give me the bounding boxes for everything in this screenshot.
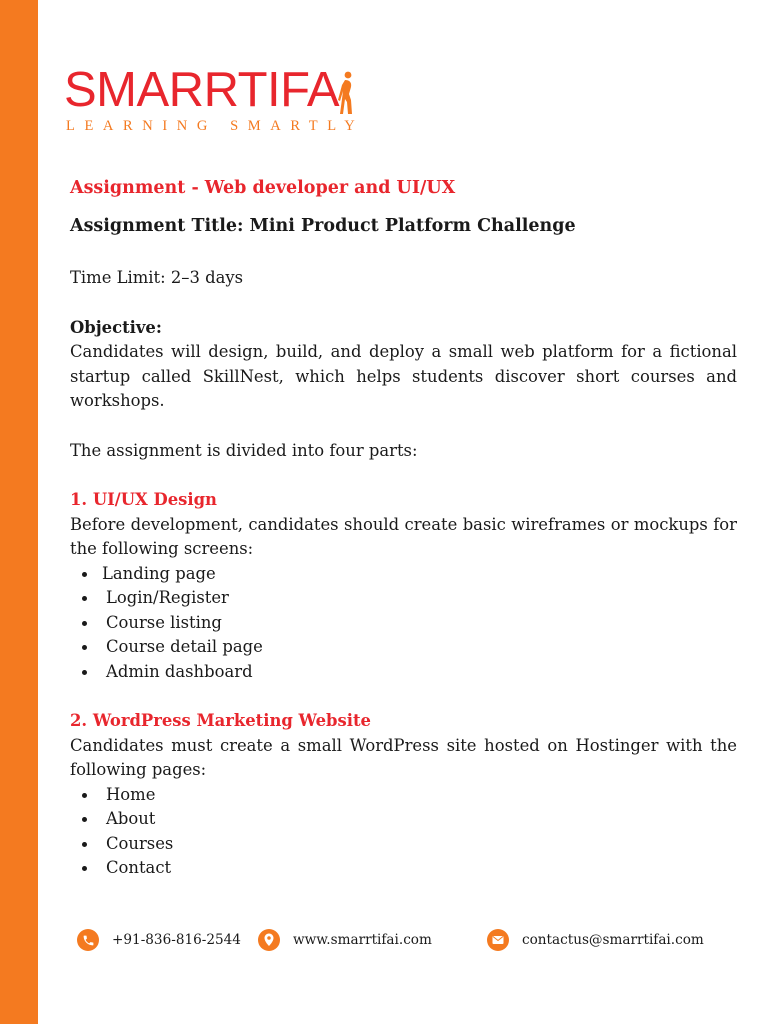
time-limit: Time Limit: 2–3 days: [70, 268, 244, 287]
phone-icon: [77, 929, 99, 951]
email-link[interactable]: contactus@smarrtifai.com: [522, 932, 704, 948]
divided-text: The assignment is divided into four parts:: [70, 440, 418, 460]
section-heading-wordpress: 2. WordPress Marketing Website: [70, 711, 371, 730]
footer-website: [258, 929, 432, 951]
document-body: [70, 175, 737, 881]
objective-text: Candidates will design, build, and deploy a small web platform for a fictional startup called SkillNest, which helps students discover short courses and workshops.: [70, 342, 737, 410]
list-item: Admin dashboard: [70, 660, 737, 685]
objective-label: Objective:: [70, 317, 162, 337]
wordpress-pages-list: [70, 783, 737, 881]
logo-tagline: LEARNING SMARTLY: [66, 118, 365, 134]
envelope-icon: [487, 929, 509, 951]
list-item: Home: [70, 783, 737, 808]
assignment-heading: Assignment - Web developer and UI/UX: [70, 178, 456, 198]
list-item: Course listing: [70, 611, 737, 636]
contact-footer: [0, 926, 768, 956]
logo-wordmark: [64, 63, 364, 117]
phone-number: +91-836-816-2544: [112, 932, 241, 948]
website-link[interactable]: www.smarrtifai.com: [293, 932, 432, 948]
assignment-title: Assignment Title: Mini Product Platform Challenge: [70, 216, 576, 236]
list-item: Contact: [70, 856, 737, 881]
logo-text: SMARRTIFA: [64, 63, 340, 117]
section-text-wordpress: Candidates must create a small WordPress site hosted on Hostinger with the following pages:: [70, 735, 737, 779]
location-pin-icon: [258, 929, 280, 951]
side-accent-bar: [0, 0, 38, 1024]
list-item: About: [70, 807, 737, 832]
footer-phone: [77, 929, 241, 951]
list-item: Landing page: [70, 562, 737, 587]
list-item: Courses: [70, 832, 737, 857]
section-text-uiux: Before development, candidates should create basic wireframes or mockups for the following screens:: [70, 514, 737, 558]
list-item: Login/Register: [70, 586, 737, 611]
section-heading-uiux: 1. UI/UX Design: [70, 490, 217, 509]
logo-figure-icon: [337, 71, 357, 115]
uiux-screens-list: [70, 562, 737, 685]
list-item: Course detail page: [70, 635, 737, 660]
footer-email: [487, 929, 704, 951]
brand-logo: [64, 63, 365, 135]
